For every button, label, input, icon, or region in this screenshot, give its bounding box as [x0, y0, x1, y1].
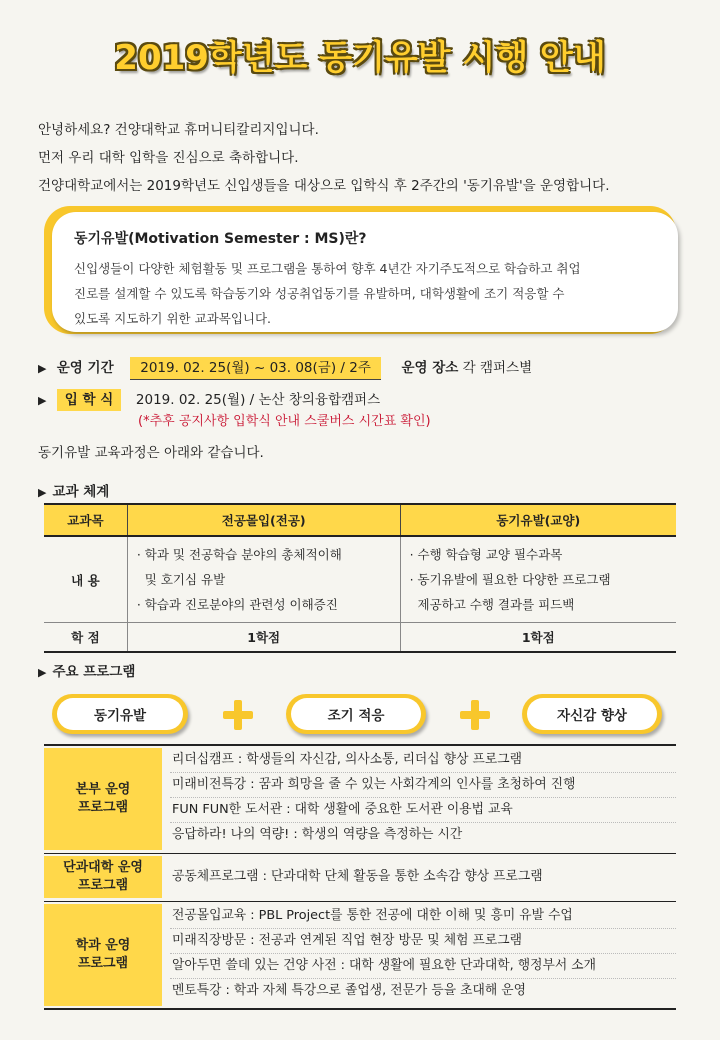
list-item: 미래직장방문 : 전공과 연계된 직업 현장 방문 및 체험 프로그램: [170, 929, 676, 954]
curriculum-heading: [38, 480, 109, 500]
program-table-top-rule: [44, 744, 676, 746]
list-item: 미래비전특강 : 꿈과 희망을 줄 수 있는 사회각계의 인사를 초청하여 진행: [170, 773, 676, 798]
credit-label: 학 점: [44, 623, 127, 653]
pill-label: 자신감 향상: [527, 698, 657, 730]
plus-icon: [223, 700, 253, 730]
list-item: 알아두면 쓸데 있는 건양 사전 : 대학 생활에 필요한 단과대학, 행정부서 소개: [170, 954, 676, 979]
ms-definition-box: [44, 206, 682, 336]
ms-title: 동기유발(Motivation Semester : MS)란?: [74, 231, 367, 247]
program-items: [170, 904, 676, 1003]
ms-body-line: 있도록 지도하기 위한 교과목입니다.: [74, 311, 272, 326]
plus-icon: [460, 700, 490, 730]
list-item: 공동체프로그램 : 단과대학 단체 활동을 통한 소속감 향상 프로그램: [172, 869, 543, 884]
list-item: 응답하라! 나의 역량! : 학생의 역량을 측정하는 시간: [172, 827, 463, 842]
triangle-bullet-icon: ▶: [38, 486, 47, 499]
ms-box-panel: [52, 212, 678, 332]
table-header: 교과목: [44, 504, 127, 536]
ms-body: [74, 256, 664, 331]
ms-content: [400, 536, 676, 623]
major-content-line: 및 호기심 유발: [136, 572, 226, 587]
period-row: [38, 356, 532, 376]
major-content-line: · 학과 및 전공학습 분야의 총체적이해: [136, 547, 342, 562]
program-group-hq: [44, 748, 676, 850]
major-content: [127, 536, 400, 623]
entrance-row: [38, 388, 380, 408]
program-group-label: 학과 운영 프로그램: [44, 904, 162, 1006]
entrance-note: (*추후 공지사항 입학식 안내 스쿨버스 시간표 확인): [138, 414, 431, 429]
program-items: [170, 748, 676, 847]
entrance-label: 입 학 식: [57, 389, 122, 411]
table-row: [44, 623, 676, 653]
list-item: 리더십캠프 : 학생들의 자신감, 의사소통, 리더십 향상 프로그램: [170, 748, 676, 773]
period-value: 2019. 02. 25(월) ~ 03. 08(금) / 2주: [130, 357, 381, 380]
program-group-label: 단과대학 운영 프로그램: [44, 856, 162, 898]
table-row: [44, 536, 676, 623]
page-title: 2019학년도 동기유발 시행 안내: [114, 38, 606, 78]
table-header: 동기유발(교양): [400, 504, 676, 536]
pill-early-adaptation: [286, 694, 426, 734]
curriculum-table: [44, 503, 676, 653]
content-label: 내 용: [44, 536, 127, 623]
program-table-bottom-rule: [44, 1008, 676, 1010]
ms-body-line: 신입생들이 다양한 체험활동 및 프로그램을 통하여 향후 4년간 자기주도적으로 학습하고 취업: [74, 261, 581, 276]
ms-content-line: · 동기유발에 필요한 다양한 프로그램: [409, 572, 611, 587]
table-header: 전공몰입(전공): [127, 504, 400, 536]
triangle-bullet-icon: ▶: [38, 666, 47, 679]
pill-label: 동기유발: [57, 698, 183, 730]
ms-content-line: · 수행 학습형 교양 필수과목: [409, 547, 563, 562]
curriculum-heading-text: 교과 체계: [52, 484, 110, 500]
ms-body-line: 진로를 설계할 수 있도록 학습동기와 성공취업동기를 유발하며, 대학생활에 조기 적응할 수: [74, 286, 565, 301]
list-item: FUN FUN한 도서관 : 대학 생활에 중요한 도서관 이용법 교육: [170, 798, 676, 823]
programs-heading-text: 주요 프로그램: [52, 664, 136, 680]
list-item: 멘토특강 : 학과 자체 특강으로 졸업생, 전문가 등을 초대해 운영: [172, 983, 527, 998]
major-content-line: · 학습과 진로분야의 관련성 이해증진: [136, 597, 338, 612]
major-credit: 1학점: [127, 623, 400, 653]
program-table-divider: [44, 853, 676, 854]
intro-line: 안녕하세요? 건양대학교 휴머니티칼리지입니다.: [38, 122, 319, 138]
triangle-bullet-icon: ▶: [38, 362, 47, 375]
intro-line: 건양대학교에서는 2019학년도 신입생들을 대상으로 입학식 후 2주간의 '동기유발'을 운영합니다.: [38, 178, 610, 194]
program-group-department: [44, 904, 676, 1006]
triangle-bullet-icon: ▶: [38, 394, 47, 407]
place-value: 각 캠퍼스별: [462, 360, 533, 376]
program-group-college: [44, 856, 676, 898]
table-header-row: [44, 504, 676, 536]
programs-heading: [38, 660, 135, 680]
entrance-value: 2019. 02. 25(월) / 논산 창의융합캠퍼스: [135, 392, 381, 408]
pill-motivation: [52, 694, 188, 734]
list-item: 전공몰입교육 : PBL Project를 통한 전공에 대한 이해 및 흥미 유발 수업: [170, 904, 676, 929]
intro-line: 먼저 우리 대학 입학을 진심으로 축하합니다.: [38, 150, 299, 166]
curriculum-intro: 동기유발 교육과정은 아래와 같습니다.: [38, 445, 264, 461]
program-items: [170, 865, 676, 889]
ms-credit: 1학점: [400, 623, 676, 653]
ms-content-line: 제공하고 수행 결과를 피드백: [409, 597, 575, 612]
place-label: 운영 장소: [401, 360, 459, 376]
period-label: 운영 기간: [56, 360, 114, 376]
intro-text: [38, 116, 698, 200]
pill-label: 조기 적응: [291, 698, 421, 730]
program-table-divider: [44, 901, 676, 902]
program-group-label: 본부 운영 프로그램: [44, 748, 162, 850]
pill-confidence: [522, 694, 662, 734]
